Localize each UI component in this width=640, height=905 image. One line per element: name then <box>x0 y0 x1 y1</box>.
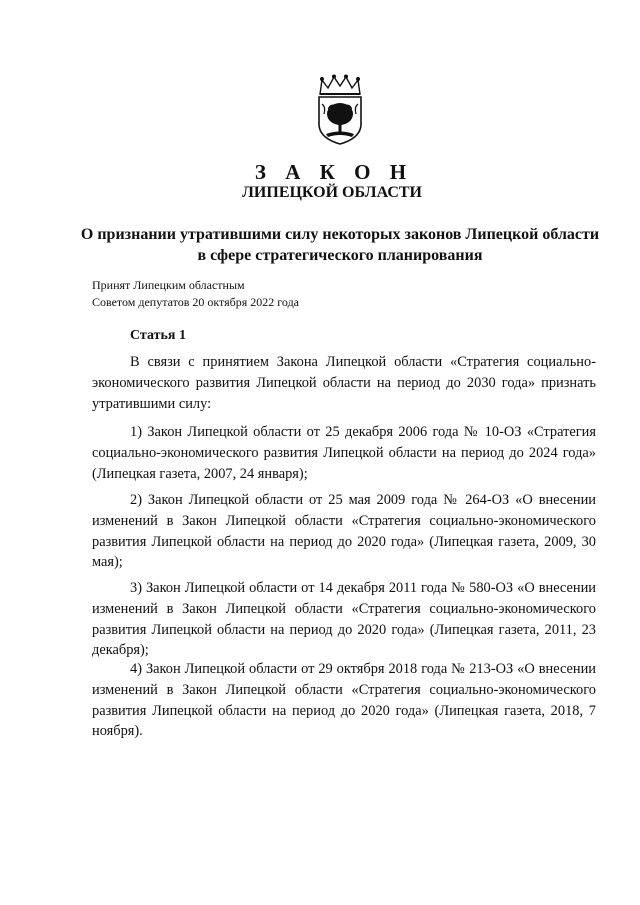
list-item: 4) Закон Липецкой области от 29 октября 2018 года № 213-ОЗ «О внесении изменений в Закон Липецкой области «Стратегия социально-экономического развития Липецкой области на период до 2020 года» (Липецкая газета, 2018, 7 ноября). <box>92 661 596 740</box>
adoption-info <box>92 277 299 311</box>
list-item: 3) Закон Липецкой области от 14 декабря 2011 года № 580-ОЗ «О внесении изменений в Закон Липецкой области «Стратегия социально-экономического развития Липецкой области на период до 2020 года» (Липецкая газета, 2011, 23 декабря); <box>92 580 596 659</box>
law-heading: О признании утратившими силу некоторых законов Липецкой области в сфере стратегического планирования <box>80 226 600 264</box>
adoption-line-2: Советом депутатов 20 октября 2022 года <box>92 295 299 309</box>
document-region: ЛИПЕЦКОЙ ОБЛАСТИ <box>242 184 422 201</box>
list-item: 2) Закон Липецкой области от 25 мая 2009 года № 264-ОЗ «О внесении изменений в Закон Липецкой области «Стратегия социально-экономического развития Липецкой области на период до 2020 года» (Липецкая газета, 2009, 30 мая); <box>92 492 596 571</box>
list-item: 1) Закон Липецкой области от 25 декабря 2006 года № 10-ОЗ «Стратегия социально-экономического развития Липецкой области на период до 2024 года» (Липецкая газета, 2007, 24 января); <box>92 424 596 482</box>
document-title: З А К О Н <box>254 160 414 184</box>
adoption-line-1: Принят Липецким областным <box>92 278 245 292</box>
article-intro-paragraph: В связи с принятием Закона Липецкой области «Стратегия социально-экономического развития Липецкой области на период до 2030 года» признать утратившими силу: <box>92 354 596 412</box>
article-title: Статья 1 <box>130 328 186 343</box>
coat-of-arms-icon <box>312 74 368 146</box>
